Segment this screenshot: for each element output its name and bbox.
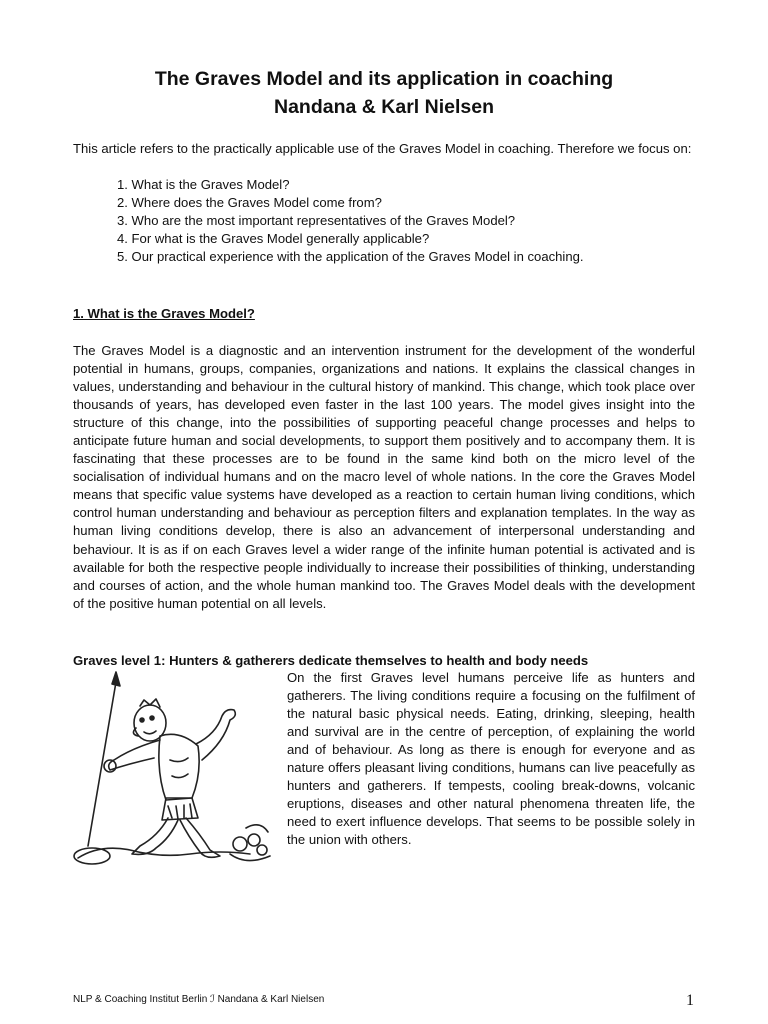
- intro-paragraph: This article refers to the practically applicable use of the Graves Model in coaching. Therefore we focus on:: [73, 141, 692, 156]
- list-item: 3. Who are the most important representatives of the Graves Model?: [117, 213, 516, 229]
- page-number: 1: [686, 992, 694, 1009]
- level-heading: Graves level 1: Hunters & gatherers dedicate themselves to health and body needs: [73, 653, 589, 668]
- footer-text: NLP & Coaching Institut Berlin ℐ Nandana & Karl Nielsen: [73, 994, 325, 1005]
- topic-list: [117, 176, 584, 266]
- section-heading: 1. What is the Graves Model?: [73, 306, 255, 321]
- list-item: 4. For what is the Graves Model generally applicable?: [117, 231, 430, 247]
- hunter-illustration: [70, 668, 280, 878]
- section-body: The Graves Model is a diagnostic and an intervention instrument for the development of the wonderful potential in humans, groups, companies, organizations and nations. It explains the classical changes in values, understanding and behaviour in the cultural history of mankind. This change, which took place over thousands of years, has developed even faster in the last 100 years. The model gives insight into the structure of this change, into the possibilities of supporting peaceful change processes and helps to anticipate future human and social developments, to support them positively and to accompany them. It is fascinating that these processes are to be found in the same kind both on the micro level of the socialisation of individual humans and on the macro level of whole nations. In the core the Graves Model means that specific value systems have developed as a reaction to certain human living conditions, which control human understanding and behaviour as perception filters and explanation templates. In the way as human living conditions develop, there is also an advancement of interpersonal understanding and behaviour. It is as if on each Graves level a wider range of the infinite human potential is activated and is available for both the respective people individually to increase their possibilities of thinking, understanding and courses of action, and the whole human mankind too. The Graves Model deals with the development of the positive human potential on all levels.: [73, 343, 695, 611]
- list-item: 2. Where does the Graves Model come from?: [117, 195, 382, 211]
- level-body: On the first Graves level humans perceive life as hunters and gatherers. The living conditions require a focusing on the fulfilment of the natural basic physical needs. Eating, drinking, sleeping, health and survival are in the centre of perception, of explaining the world and of behaviour. As long as there is enough for everyone and as nature offers pleasant living conditions, humans can live peacefully as hunters and gatherers. If tempests, cooling break-downs, volcanic eruptions, diseases and other natural phenomena threaten life, the need to exert influence develops. That seems to be possible solely in the union with others.: [287, 670, 695, 848]
- list-item: 1. What is the Graves Model?: [117, 177, 290, 192]
- list-item: 5. Our practical experience with the application of the Graves Model in coaching.: [117, 249, 584, 265]
- document-authors: Nandana & Karl Nielsen: [274, 96, 494, 118]
- document-title: The Graves Model and its application in coaching: [154, 68, 614, 90]
